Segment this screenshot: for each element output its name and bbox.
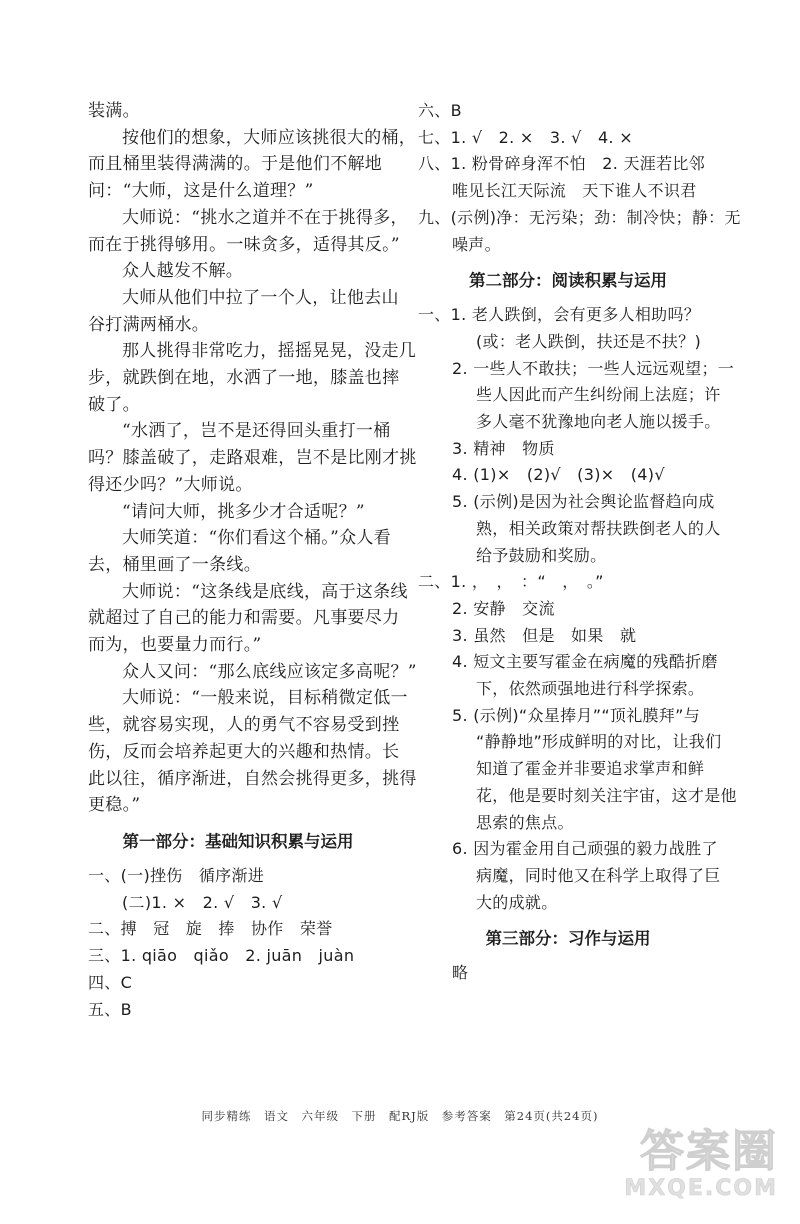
- watermark-logo-text: 答案圈: [640, 1126, 778, 1177]
- story-line: 步，就跌倒在地，水洒了一地，膝盖也摔: [88, 368, 400, 389]
- story-line: 大师笑道：“你们看这个桶。”众人看: [122, 528, 391, 549]
- story-line: 按他们的想象，大师应该挑很大的桶，: [122, 127, 417, 148]
- story-line: 大师说：“一般来说，目标稍微定低一: [122, 688, 408, 709]
- answer-line: 二、搏 冠 旋 捧 协作 荣誉: [88, 919, 333, 939]
- answer-line: 6. 因为霍金用自己顽强的毅力战胜了: [452, 839, 718, 859]
- answer-line: 三、1. qiāo qiǎo 2. juān juàn: [88, 946, 355, 966]
- answer-line: 一、1. 老人跌倒，会有更多人相助吗？: [418, 305, 701, 325]
- answer-line: (二)1. × 2. √ 3. √: [122, 892, 283, 912]
- answer-line: 略: [452, 963, 469, 983]
- story-line: 而且桶里装得满满的。于是他们不解地: [88, 154, 383, 175]
- answer-line: 2. 安静 交流: [452, 598, 555, 618]
- story-line: 些，就容易实现，人的勇气不容易受到挫: [88, 715, 400, 736]
- left-column: [88, 98, 417, 1023]
- answer-line: 四、C: [88, 972, 133, 992]
- story-line: 吗？膝盖破了，走路艰难，岂不是比刚才挑: [88, 448, 417, 469]
- answer-line: 4. (1)× (2)√ (3)× (4)√: [452, 465, 665, 485]
- answer-line: 多人毫不犹豫地向老人施以援手。: [476, 412, 721, 432]
- answer-line: 病魔，同时他又在科学上取得了巨: [476, 865, 721, 885]
- story-line: 而在于挑得够用。一味贪多，适得其反。”: [88, 234, 400, 255]
- answer-line: 大的成就。: [476, 892, 558, 912]
- story-line: 装满。: [88, 101, 140, 121]
- answer-line: 花，他是要时刻关注宇宙，这才是他: [476, 785, 737, 805]
- answer-line: 5. (示例)是因为社会舆论监督趋向成: [452, 492, 715, 512]
- story-line: 问：“大师，这是什么道理？”: [88, 181, 314, 202]
- top-answers: [418, 98, 741, 258]
- answer-line: 给予鼓励和奖励。: [476, 545, 607, 565]
- page-footer: 同步精练 语文 六年级 下册 配RJ版 参考答案 第24页(共24页): [201, 1109, 599, 1123]
- story-line: “请问大师，挑多少才合适呢？”: [122, 501, 365, 522]
- story-line: 就超过了自己的能力和需要。凡事要尽力: [88, 608, 400, 629]
- part1-answers: [88, 863, 388, 1023]
- story-line: 大师说：“挑水之道并不在于挑得多，: [122, 207, 408, 228]
- answer-line: 知道了霍金并非要追求掌声和鲜: [476, 759, 705, 779]
- answer-line: 二、1. ， ， ：“ ， 。”: [418, 572, 604, 592]
- story-line: 众人越发不解。: [122, 261, 244, 282]
- story-line: 谷打满两桶水。: [88, 314, 210, 335]
- watermark-url: MXQE.COM: [624, 1176, 778, 1201]
- story-line: 得还少吗？”大师说。: [88, 474, 253, 495]
- answer-line: 六、B: [418, 101, 462, 120]
- answer-line: 一、(一)挫伤 循序渐进: [88, 865, 265, 885]
- story-line: 去，桶里画了一条线。: [88, 554, 261, 575]
- story-line: 破了。: [88, 394, 140, 415]
- answer-line: 些人因此而产生纠纷闹上法庭；许: [476, 385, 721, 405]
- story-line: 大师说：“这条线是底线，高于这条线: [122, 581, 408, 602]
- watermark-logo: [598, 1128, 778, 1218]
- answer-line: 熟，相关政策对帮扶跌倒老人的人: [476, 518, 721, 538]
- answer-line: 噪声。: [452, 234, 501, 254]
- story-text: [88, 98, 417, 819]
- section-heading-part3: 第三部分：习作与运用: [485, 929, 651, 949]
- right-column: [418, 98, 741, 987]
- answer-line: 思索的焦点。: [476, 812, 574, 832]
- answer-line: 5. (示例)“众星捧月”“顶礼膜拜”与: [452, 705, 700, 725]
- story-line: 而为，也要量力而行。”: [88, 635, 262, 656]
- story-line: 此以往，循序渐进，自然会挑得更多，挑得: [88, 768, 417, 789]
- answer-line: 七、1. √ 2. × 3. √ 4. ×: [418, 127, 633, 147]
- answer-line: 2. 一些人不敢扶；一些人远远观望；一: [452, 358, 735, 378]
- answer-line: “静静地”形成鲜明的对比，让我们: [476, 732, 722, 752]
- answer-line: 八、1. 粉骨碎身浑不怕 2. 天涯若比邻: [418, 154, 706, 174]
- story-line: 大师从他们中拉了一个人，让他去山: [122, 287, 399, 308]
- answer-line: 3. 虽然 但是 如果 就: [452, 625, 637, 645]
- answer-line: (或：老人跌倒，扶还是不扶？): [476, 331, 701, 351]
- answer-line: 4. 短文主要写霍金在病魔的残酷折磨: [452, 652, 718, 672]
- answer-line: 3. 精神 物质: [452, 438, 555, 458]
- section-heading-part2: 第二部分：阅读积累与运用: [469, 271, 667, 291]
- story-line: 那人挑得非常吃力，摇摇晃晃，没走几: [122, 341, 417, 362]
- part2-answers: [418, 302, 737, 916]
- story-line: 众人又问：“那么底线应该定多高呢？”: [122, 661, 417, 682]
- part3-answers: [418, 960, 718, 987]
- answer-line: 下，依然顽强地进行科学探索。: [476, 679, 705, 699]
- answer-line: 五、B: [88, 999, 132, 1019]
- story-line: “水洒了，岂不是还得回头重打一桶: [122, 421, 391, 442]
- answer-line: 九、(示例)净：无污染；劲：制冷快；静：无: [418, 207, 741, 227]
- story-line: 更稳。”: [88, 795, 141, 816]
- section-heading-part1: 第一部分：基础知识积累与运用: [122, 831, 354, 851]
- answer-line: 唯见长江天际流 天下谁人不识君: [452, 181, 697, 201]
- story-line: 伤，反而会培养起更大的兴趣和热情。长: [88, 741, 400, 762]
